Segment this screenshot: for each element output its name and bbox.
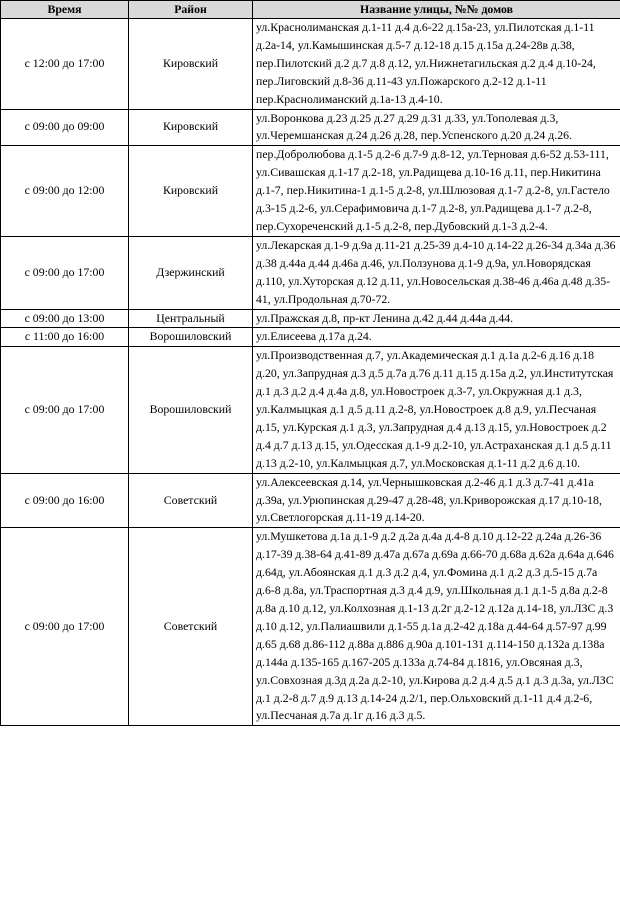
time-cell: с 09:00 до 16:00 [1,473,129,528]
streets-cell: ул.Елисеева д.17а д.24. [253,328,620,347]
header-time: Время [1,1,129,19]
table-row [1,328,620,347]
streets-cell: ул.Мушкетова д.1а д.1-9 д.2 д.2а д.4а д.4-8 д.10 д.12-22 д.24а д.26-36 д.17-39 д.38-64 д.41-89 д.47а д.67а д.69а д.66-70 д.68а д.62а д.64а д.646 д.64д, ул.Абоянская д.1 д.3 д.2 д.4, ул.Фомина д.1 д.2 д.3 д.5-15 д.7а д.6-8 д.8а, ул.Траспортная д.3 д.4 д.9, ул.Школьная д.1 д.1-5 д.8а д.2-8 д.8а д.10 д.12, ул.Колхозная д.1-13 д.2г д.2-12 д.12а д.14-18, ул.ЛЗС д.3 д.10 д.12, ул.Палиашвили д.1-55 д.1а д.2-42 д.18а д.44-64 д.57-97 д.99 д.65 д.68 д.86-112 д.88а д.886 д.90а д.101-131 д.114-150 д.132а д.138а д.144а д.135-165 д.167-205 д.133а д.74-84 д.1816, ул.Овсяная д.3, ул.Совхозная д.3д д.2а д.2-10, ул.Кирова д.2 д.4 д.5 д.1 д.3 д.3а, ул.ЛЗС д.1 д.2-8 д.7 д.9 д.13 д.14-24 д.2/1, пер.Ольховский д.1-11 д.4 д.2-6, ул.Песчаная д.7а д.1г д.16 д.3 д.5. [253,528,620,726]
streets-cell: ул.Производственная д.7, ул.Академическая д.1 д.1а д.2-6 д.16 д.18 д.20, ул.Запрудная д.3 д.5 д.7а д.76 д.11 д.15 д.15а д.2, ул.Институтская д.1 д.3 д.2 д.4 д.4а д.8, ул.Новостроек д.3-7, ул.Окружная д.1 д.3, ул.Калмыцкая д.1 д.5 д.11 д.2-8, ул.Новостроек д.8 д.9, ул.Песчаная д.15, ул.Курская д.1 д.3, ул.Запрудная д.4 д.13 д.15, ул.Новостроек д.2 д.4 д.7 д.13 д.15, ул.Одесская д.1-9 д.2-10, ул.Астраханская д.1 д.5 д.11 д.13 д.2-10, ул.Калмыцкая д.7, ул.Московская д.1-11 д.2 д.6 д.10. [253,347,620,473]
header-row [1,1,620,19]
table-row [1,528,620,726]
district-cell: Кировский [129,146,253,237]
time-cell: с 09:00 до 17:00 [1,528,129,726]
streets-cell: ул.Краснолиманская д.1-11 д.4 д.6-22 д.15а-23, ул.Пилотская д.1-11 д.2а-14, ул.Камышинская д.5-7 д.12-18 д.15 д.15а д.24-28в д.38, пер.Пилотский д.2 д.7 д.8 д.12, ул.Нижнетагильская д.2 д.4 д.10-24, пер.Лиговский д.8-36 д.11-43 ул.Пожарского д.2-12 д.1-11 пер.Краснолиманский д.1а-13 д.4-10. [253,19,620,110]
table-row [1,347,620,473]
time-cell: с 11:00 до 16:00 [1,328,129,347]
streets-cell: ул.Воронкова д.23 д.25 д.27 д.29 д.31 д.33, ул.Тополевая д.3, ул.Черемшанская д.24 д.26 д.28, пер.Успенского д.20 д.24 д.26. [253,109,620,146]
district-cell: Кировский [129,109,253,146]
district-cell: Советский [129,528,253,726]
district-cell: Дзержинский [129,236,253,309]
header-district: Район [129,1,253,19]
header-streets: Название улицы, №№ домов [253,1,620,19]
time-cell: с 09:00 до 13:00 [1,309,129,328]
district-cell: Советский [129,473,253,528]
district-cell: Кировский [129,19,253,110]
table-row [1,309,620,328]
streets-cell: пер.Добролюбова д.1-5 д.2-6 д.7-9 д.8-12, ул.Терновая д.6-52 д.53-111, ул.Сивашская д.1-17 д.2-18, ул.Радищева д.10-16 д.11, пер.Никитина д.1-7, пер.Никитина-1 д.1-5 д.2-8, ул.Шлюзовая д.1-7 д.2-8, ул.Гастело д.3-15 д.2-6, ул.Серафимовича д.1-7 д.2-8, ул.Радищева д.1-7 д.2-8, пер.Сухореченский д.1-5 д.2-8, пер.Дубовский д.1-3 д.2-4. [253,146,620,237]
time-cell: с 09:00 до 17:00 [1,236,129,309]
district-cell: Ворошиловский [129,347,253,473]
table-row [1,109,620,146]
district-cell: Центральный [129,309,253,328]
time-cell: с 09:00 до 09:00 [1,109,129,146]
district-cell: Ворошиловский [129,328,253,347]
time-cell: с 09:00 до 17:00 [1,347,129,473]
time-cell: с 09:00 до 12:00 [1,146,129,237]
table-row [1,19,620,110]
time-cell: с 12:00 до 17:00 [1,19,129,110]
table-row [1,236,620,309]
streets-cell: ул.Пражская д.8, пр-кт Ленина д.42 д.44 д.44а д.44. [253,309,620,328]
table-row [1,146,620,237]
table-row [1,473,620,528]
streets-cell: ул.Алексеевская д.14, ул.Чернышковская д.2-46 д.1 д.3 д.7-41 д.41а д.39а, ул.Урюпинская д.29-47 д.28-48, ул.Криворожская д.17 д.10-18, ул.Светлогорская д.11-19 д.14-20. [253,473,620,528]
streets-cell: ул.Лекарская д.1-9 д.9а д.11-21 д.25-39 д.4-10 д.14-22 д.26-34 д.34а д.36 д.38 д.44а д.44 д.46а д.46, ул.Ползунова д.1-9 д.9а, ул.Новорядская д.110, ул.Хуторская д.12 д.11, ул.Новосельская д.38-46 д.46а д.48 д.35-41, ул.Продольная д.70-72. [253,236,620,309]
